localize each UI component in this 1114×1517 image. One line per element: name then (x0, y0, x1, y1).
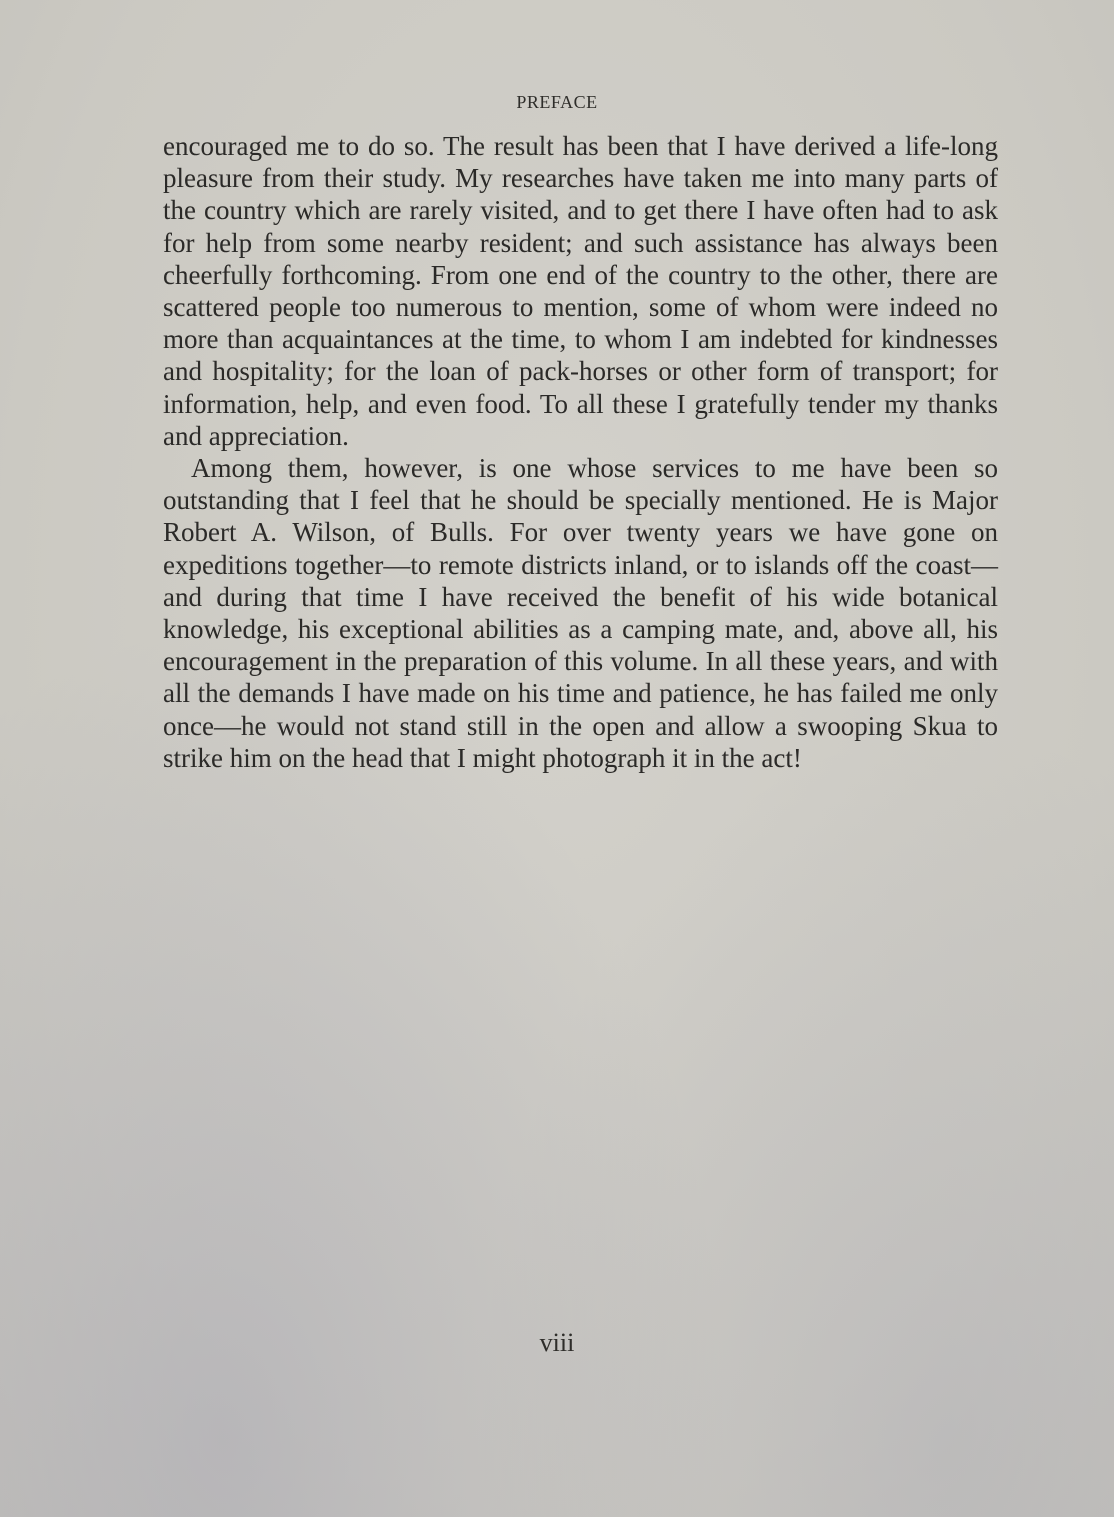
body-text (163, 130, 998, 774)
paragraph-continuation: encouraged me to do so. The result has been that I have derived a life-long pleasure from their study. My researches have taken me into many parts of the country which are rarely visited, and to get there I have often had to ask for help from some nearby resident; and such assistance has always been cheerfully forthcoming. From one end of the country to the other, there are scattered people too numerous to mention, some of whom were indeed no more than acquaintances at the time, to whom I am indebted for kindnesses and hospitality; for the loan of pack-horses or other form of transport; for information, help, and even food. To all these I gratefully tender my thanks and appreciation. (163, 131, 998, 451)
paragraph-acknowledgement: Among them, however, is one whose services to me have been so outstanding that I feel that he should be specially mentioned. He is Major Robert A. Wilson, of Bulls. For over twenty years we have gone on expeditions together—to remote districts inland, or to islands off the coast—and during that time I have received the benefit of his wide botanical knowledge, his exceptional abilities as a camping mate, and, above all, his encouragement in the preparation of this volume. In all these years, and with all the demands I have made on his time and patience, he has failed me only once—he would not stand still in the open and allow a swooping Skua to strike him on the head that I might photograph it in the act! (163, 453, 998, 773)
running-head: PREFACE (516, 92, 598, 112)
page-number: viii (539, 1328, 575, 1357)
